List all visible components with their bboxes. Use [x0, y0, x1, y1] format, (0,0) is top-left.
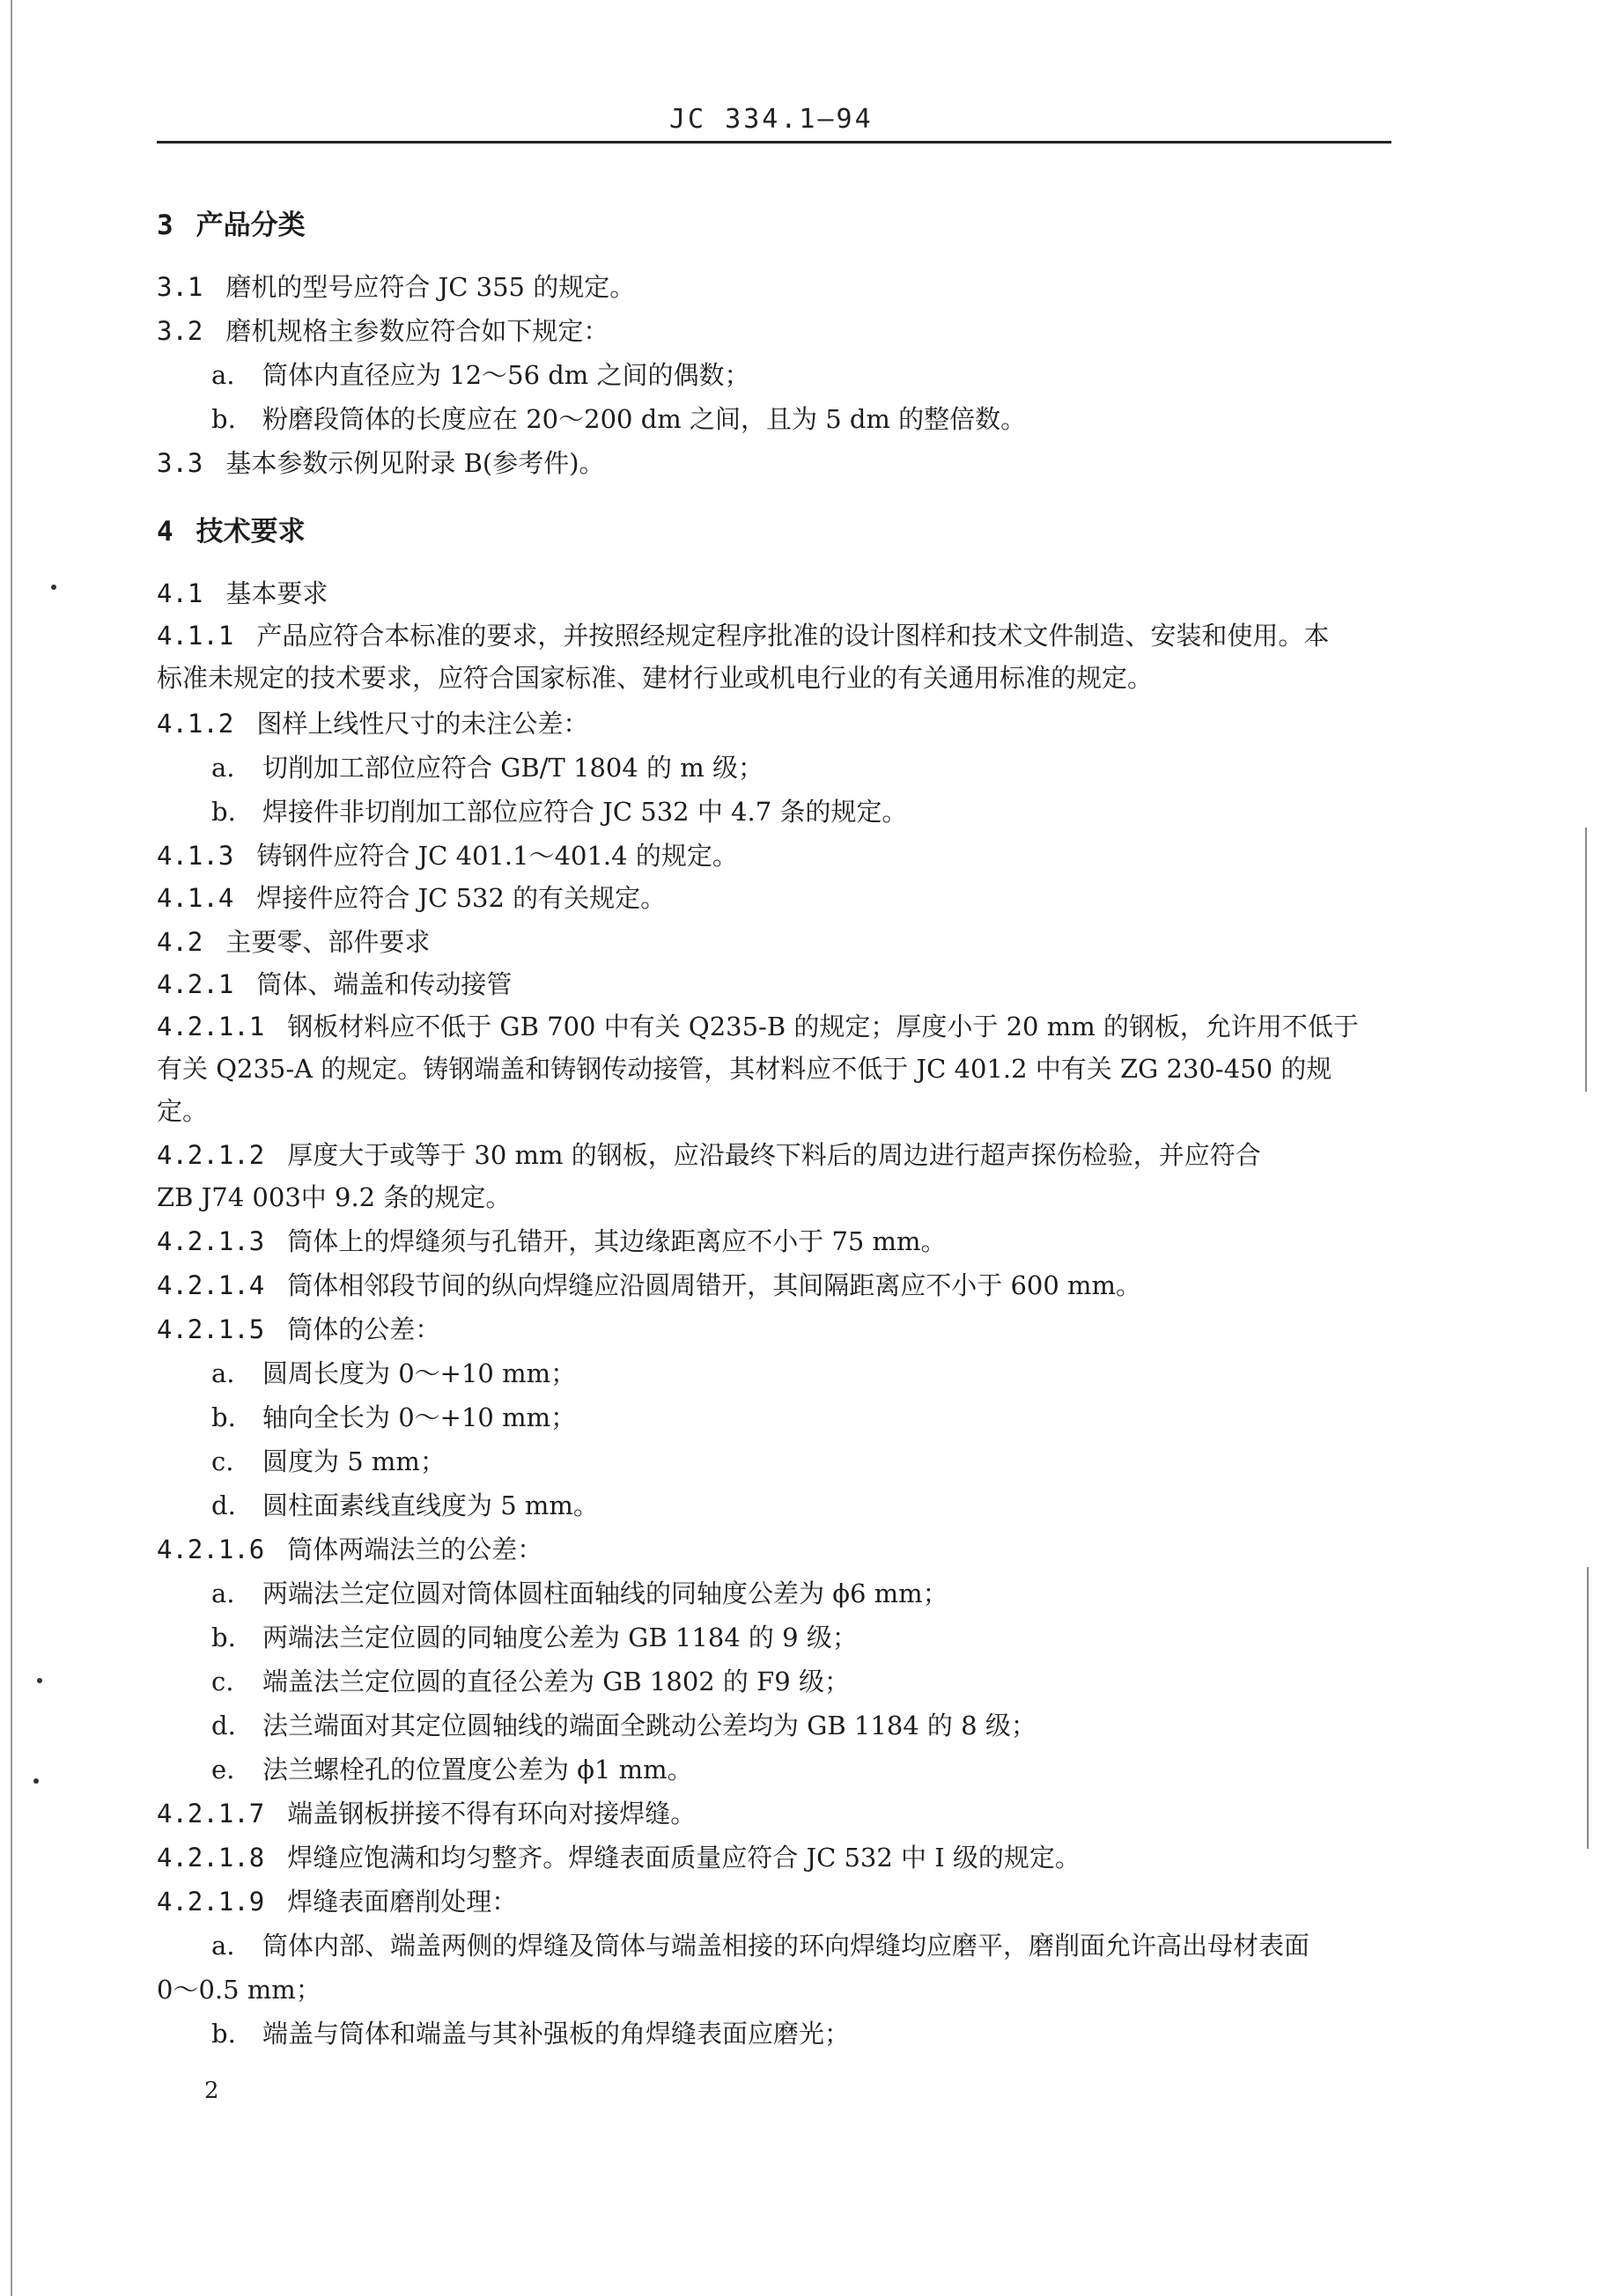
item-4-1-2-a [211, 752, 764, 784]
item-4-2-1-6-c [211, 1666, 850, 1697]
item-label: b. [211, 2019, 236, 2049]
item-label: b. [211, 1623, 236, 1652]
clause-4-2-1-5 [157, 1314, 440, 1345]
clause-number: 4.2 [157, 927, 203, 957]
clause-4-2 [157, 926, 430, 958]
item-label: c. [211, 1667, 234, 1696]
clause-text: 钢板材料应不低于 GB 700 中有关 Q235-B 的规定；厚度小于 20 mm 的钢板，允许用不低于 [287, 1012, 1359, 1041]
clause-text: 筒体两端法兰的公差： [287, 1534, 543, 1564]
item-4-2-1-9-b [211, 2018, 850, 2049]
section-title: 技术要求 [195, 516, 306, 548]
clause-number: 4.2.1.8 [157, 1843, 265, 1873]
clause-number: 4.2.1.3 [157, 1226, 265, 1256]
clause-text: 厚度大于或等于 30 mm 的钢板，应沿最终下料后的周边进行超声探伤检验，并应符合 [287, 1140, 1261, 1170]
item-text: 端盖法兰定位圆的直径公差为 GB 1802 的 F9 级； [262, 1667, 850, 1696]
clause-4-2-1-3 [157, 1225, 947, 1257]
scan-edge-left [11, 0, 12, 2296]
item-text: 法兰端面对其定位圆轴线的端面全跳动公差均为 GB 1184 的 8 级； [262, 1711, 1037, 1740]
item-label: e. [211, 1755, 235, 1785]
clause-text: 筒体、端盖和传动接管 [256, 969, 513, 999]
clause-4-1 [157, 578, 328, 609]
item-label: a. [211, 1578, 235, 1608]
item-text: 焊接件非切削加工部位应符合 JC 532 中 4.7 条的规定。 [262, 797, 908, 827]
item-label: a. [211, 1358, 235, 1388]
item-text: 圆柱面素线直线度为 5 mm。 [262, 1490, 599, 1520]
item-text: 轴向全长为 0～+10 mm； [262, 1402, 577, 1432]
item-text: 两端法兰定位圆对筒体圆柱面轴线的同轴度公差为 ϕ6 mm； [262, 1578, 948, 1608]
section-number: 4 [157, 516, 173, 548]
clause-4-2-1-9 [157, 1886, 517, 1917]
clause-text: 焊缝应饱满和均匀整齐。焊缝表面质量应符合 JC 532 中 I 级的规定。 [287, 1843, 1081, 1873]
section-heading-4 [157, 516, 306, 548]
item-text: 筒体内部、端盖两侧的焊缝及筒体与端盖相接的环向焊缝均应磨平，磨削面允许高出母材表面 [262, 1931, 1310, 1961]
clause-text: 磨机规格主参数应符合如下规定： [225, 316, 609, 346]
clause-text: 基本参数示例见附录 B(参考件)。 [225, 448, 605, 478]
clause-4-2-1-4 [157, 1269, 1141, 1301]
clause-continuation: 定。 [157, 1096, 209, 1126]
clause-text: 端盖钢板拼接不得有环向对接焊缝。 [287, 1799, 697, 1829]
item-4-1-2-b [211, 796, 907, 828]
clause-continuation: 0～0.5 mm； [157, 1975, 321, 2005]
item-text: 法兰螺栓孔的位置度公差为 ϕ1 mm。 [262, 1755, 693, 1785]
clause-number: 4.2.1.9 [157, 1887, 265, 1917]
scan-edge-right-lower [1587, 1567, 1589, 1849]
item-label: a. [211, 753, 235, 783]
item-label: c. [211, 1446, 234, 1476]
clause-text: 筒体相邻段节间的纵向焊缝应沿圆周错开，其间隔距离应不小于 600 mm。 [287, 1270, 1142, 1300]
section-number: 3 [157, 210, 173, 241]
clause-text: 主要零、部件要求 [225, 927, 431, 957]
item-label: d. [211, 1711, 236, 1740]
clause-4-1-1 [157, 620, 1329, 651]
item-label: a. [211, 1931, 235, 1961]
item-4-2-1-6-d [211, 1710, 1037, 1741]
clause-4-2-1-2 [157, 1139, 1261, 1171]
page-header-code: JC 334.1—94 [669, 104, 874, 135]
clause-number: 4.1.2 [157, 709, 234, 739]
clause-number: 4.2.1.5 [157, 1314, 265, 1344]
clause-number: 4.1.4 [157, 883, 234, 913]
item-4-2-1-9-a [211, 1930, 1309, 1961]
page-number: 2 [204, 2078, 219, 2104]
item-label: b. [211, 797, 236, 827]
item-3-2-a [211, 359, 750, 391]
section-title: 产品分类 [195, 210, 306, 241]
clause-continuation: 标准未规定的技术要求，应符合国家标准、建材行业或机电行业的有关通用标准的规定。 [157, 663, 1154, 693]
clause-text: 基本要求 [225, 578, 328, 608]
clause-text: 焊接件应符合 JC 532 的有关规定。 [256, 883, 667, 913]
item-text: 筒体内直径应为 12～56 dm 之间的偶数； [262, 360, 750, 390]
clause-4-1-3 [157, 840, 738, 872]
clause-number: 4.2.1.1 [157, 1012, 265, 1041]
clause-4-1-4 [157, 882, 666, 914]
clause-number: 4.2.1.6 [157, 1534, 265, 1564]
header-rule [157, 141, 1391, 144]
clause-4-2-1-1 [157, 1011, 1359, 1042]
clause-continuation: 有关 Q235-A 的规定。铸钢端盖和铸钢传动接管，其材料应不低于 JC 401.2 中有关 ZG 230-450 的规 [157, 1054, 1332, 1084]
item-text: 两端法兰定位圆的同轴度公差为 GB 1184 的 9 级； [262, 1623, 858, 1652]
item-4-2-1-6-a [211, 1578, 948, 1609]
clause-number: 4.1 [157, 578, 203, 608]
clause-number: 4.2.1.7 [157, 1799, 265, 1829]
clause-text: 筒体上的焊缝须与孔错开，其边缘距离应不小于 75 mm。 [287, 1226, 947, 1256]
scan-speck [33, 1778, 39, 1784]
item-3-2-b [211, 403, 1026, 435]
item-text: 端盖与筒体和端盖与其补强板的角焊缝表面应磨光； [262, 2019, 851, 2049]
clause-4-2-1 [157, 968, 512, 1000]
section-heading-3 [157, 210, 306, 241]
item-4-2-1-5-a [211, 1358, 576, 1389]
scan-edge-right [1585, 828, 1587, 1092]
clause-4-2-1-8 [157, 1842, 1081, 1873]
item-text: 粉磨段筒体的长度应在 20～200 dm 之间，且为 5 dm 的整倍数。 [262, 404, 1027, 434]
clause-number: 4.2.1.2 [157, 1140, 265, 1170]
item-label: b. [211, 404, 236, 434]
item-4-2-1-5-b [211, 1402, 576, 1433]
item-label: a. [211, 360, 235, 390]
clause-text: 筒体的公差： [287, 1314, 441, 1344]
clause-text: 铸钢件应符合 JC 401.1～401.4 的规定。 [256, 841, 738, 871]
clause-4-2-1-6 [157, 1534, 542, 1565]
clause-3-3 [157, 447, 605, 479]
clause-3-1 [157, 271, 635, 303]
clause-text: 焊缝表面磨削处理： [287, 1887, 518, 1917]
item-text: 圆度为 5 mm； [262, 1446, 446, 1476]
item-text: 切削加工部位应符合 GB/T 1804 的 m 级； [262, 753, 764, 783]
item-4-2-1-6-b [211, 1622, 858, 1653]
clause-text: 产品应符合本标准的要求，并按照经规定程序批准的设计图样和技术文件制造、安装和使用。本 [256, 621, 1330, 651]
clause-4-2-1-7 [157, 1798, 696, 1829]
clause-number: 3.3 [157, 448, 203, 478]
scan-speck [37, 1678, 42, 1683]
clause-text: 磨机的型号应符合 JC 355 的规定。 [225, 272, 636, 302]
item-4-2-1-6-e [211, 1754, 693, 1785]
item-label: b. [211, 1402, 236, 1432]
item-4-2-1-5-c [211, 1446, 446, 1477]
clause-number: 4.1.3 [157, 841, 234, 871]
item-4-2-1-5-d [211, 1490, 599, 1521]
scan-speck [51, 585, 56, 590]
clause-number: 3.1 [157, 272, 203, 302]
clause-number: 3.2 [157, 316, 203, 346]
clause-3-2 [157, 315, 609, 347]
clause-number: 4.2.1 [157, 969, 234, 999]
clause-4-1-2 [157, 708, 588, 740]
item-text: 圆周长度为 0～+10 mm； [262, 1358, 577, 1388]
clause-text: 图样上线性尺寸的未注公差： [256, 709, 589, 739]
clause-number: 4.1.1 [157, 621, 234, 651]
clause-number: 4.2.1.4 [157, 1270, 265, 1300]
item-label: d. [211, 1490, 236, 1520]
clause-continuation: ZB J74 003中 9.2 条的规定。 [157, 1182, 512, 1212]
